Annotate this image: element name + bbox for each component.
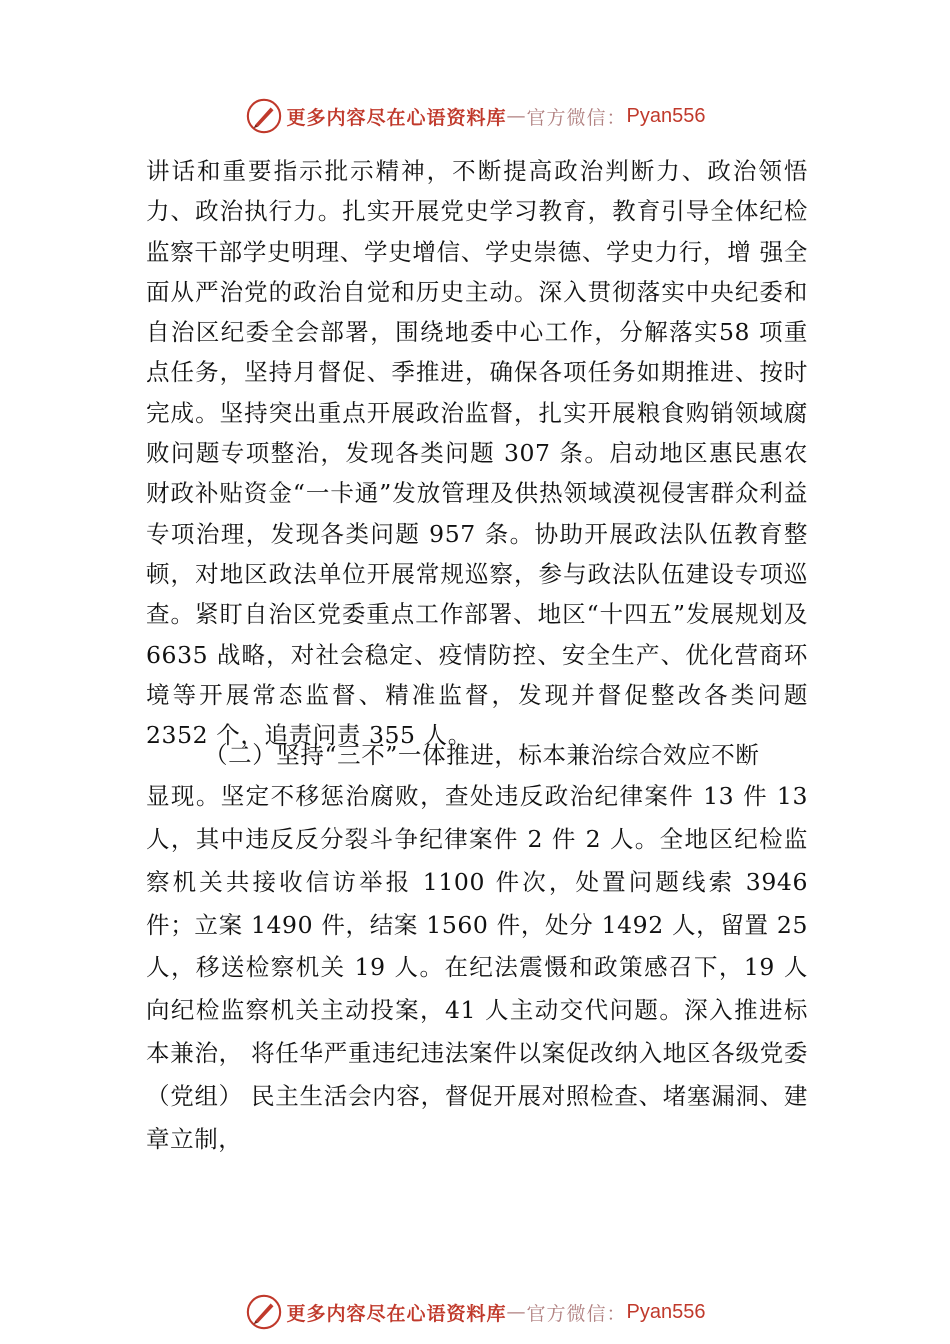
banner-wechat-label: 官方微信：: [526, 1302, 627, 1325]
pen-logo-icon: [245, 97, 283, 135]
header-banner: [0, 92, 950, 140]
banner-dash: —: [506, 1301, 527, 1323]
banner-title: 更多内容尽在心语资料库: [286, 106, 507, 129]
banner-wechat-label: 官方微信：: [526, 106, 627, 129]
banner-dash: —: [506, 105, 527, 127]
paragraph-2-text: 显现。坚定不移惩治腐败，查处违反政治纪律案件 13 件 13 人，其中违反反分裂斗争纪律案件 2 件 2 人。全地区纪检监察机关共接收信访举报 1100 件次，处置问题线索 3946 件；立案 1490 件，结案 1560 件，处分 1492 人，留置 25 人，移送检察机关 19 人。在纪法震慑和政策感召下，19 人向纪检监察机关主动投案，41 人主动交代问题。深入推进标本兼治， 将任华严重违纪违法案件以案促改纳入地区各级党委（党组） 民主生活会内容，督促开展对照检查、堵塞漏洞、建章立制，: [146, 782, 808, 1153]
footer-banner: [0, 1288, 950, 1336]
banner-title: 更多内容尽在心语资料库: [286, 1302, 507, 1325]
paragraph-2: [146, 735, 808, 1160]
pen-logo-icon: [245, 1293, 283, 1331]
banner-wechat-id: Pyan556: [626, 104, 706, 127]
banner-wechat-id: Pyan556: [626, 1300, 706, 1323]
paragraph-1-text: 讲话和重要指示批示精神，不断提高政治判断力、政治领悟力、政治执行力。扎实开展党史学习教育，教育引导全体纪检监察干部学史明理、学史增信、学史崇德、学史力行，增 强全面从严治党的政治自觉和历史主动。深入贯彻落实中央纪委和自治区纪委全会部署，围绕地委中心工作，分解落实58 项重点任务，坚持月督促、季推进，确保各项任务如期推进、按时完成。坚持突出重点开展政治监督，扎实开展粮食购销领域腐败问题专项整治，发现各类问题 307 条。启动地区惠民惠农财政补贴资金“一卡通”发放管理及供热领域漠视侵害群众利益专项治理，发现各类问题 957 条。协助开展政法队伍教育整顿，对地区政法单位开展常规巡察，参与政法队伍建设专项巡查。紧盯自治区党委重点工作部署、地区“十四五”发展规划及 6635 战略，对社会稳定、疫情防控、安全生产、优化营商环境等开展常态监督、精准监督，发现并督促整改各类问题 2352 个，追责问责 355 人。: [146, 157, 808, 750]
section-heading: （二）坚持“三不”一体推进，标本兼治综合效应不断: [204, 741, 760, 769]
paragraph-1: [146, 151, 808, 755]
